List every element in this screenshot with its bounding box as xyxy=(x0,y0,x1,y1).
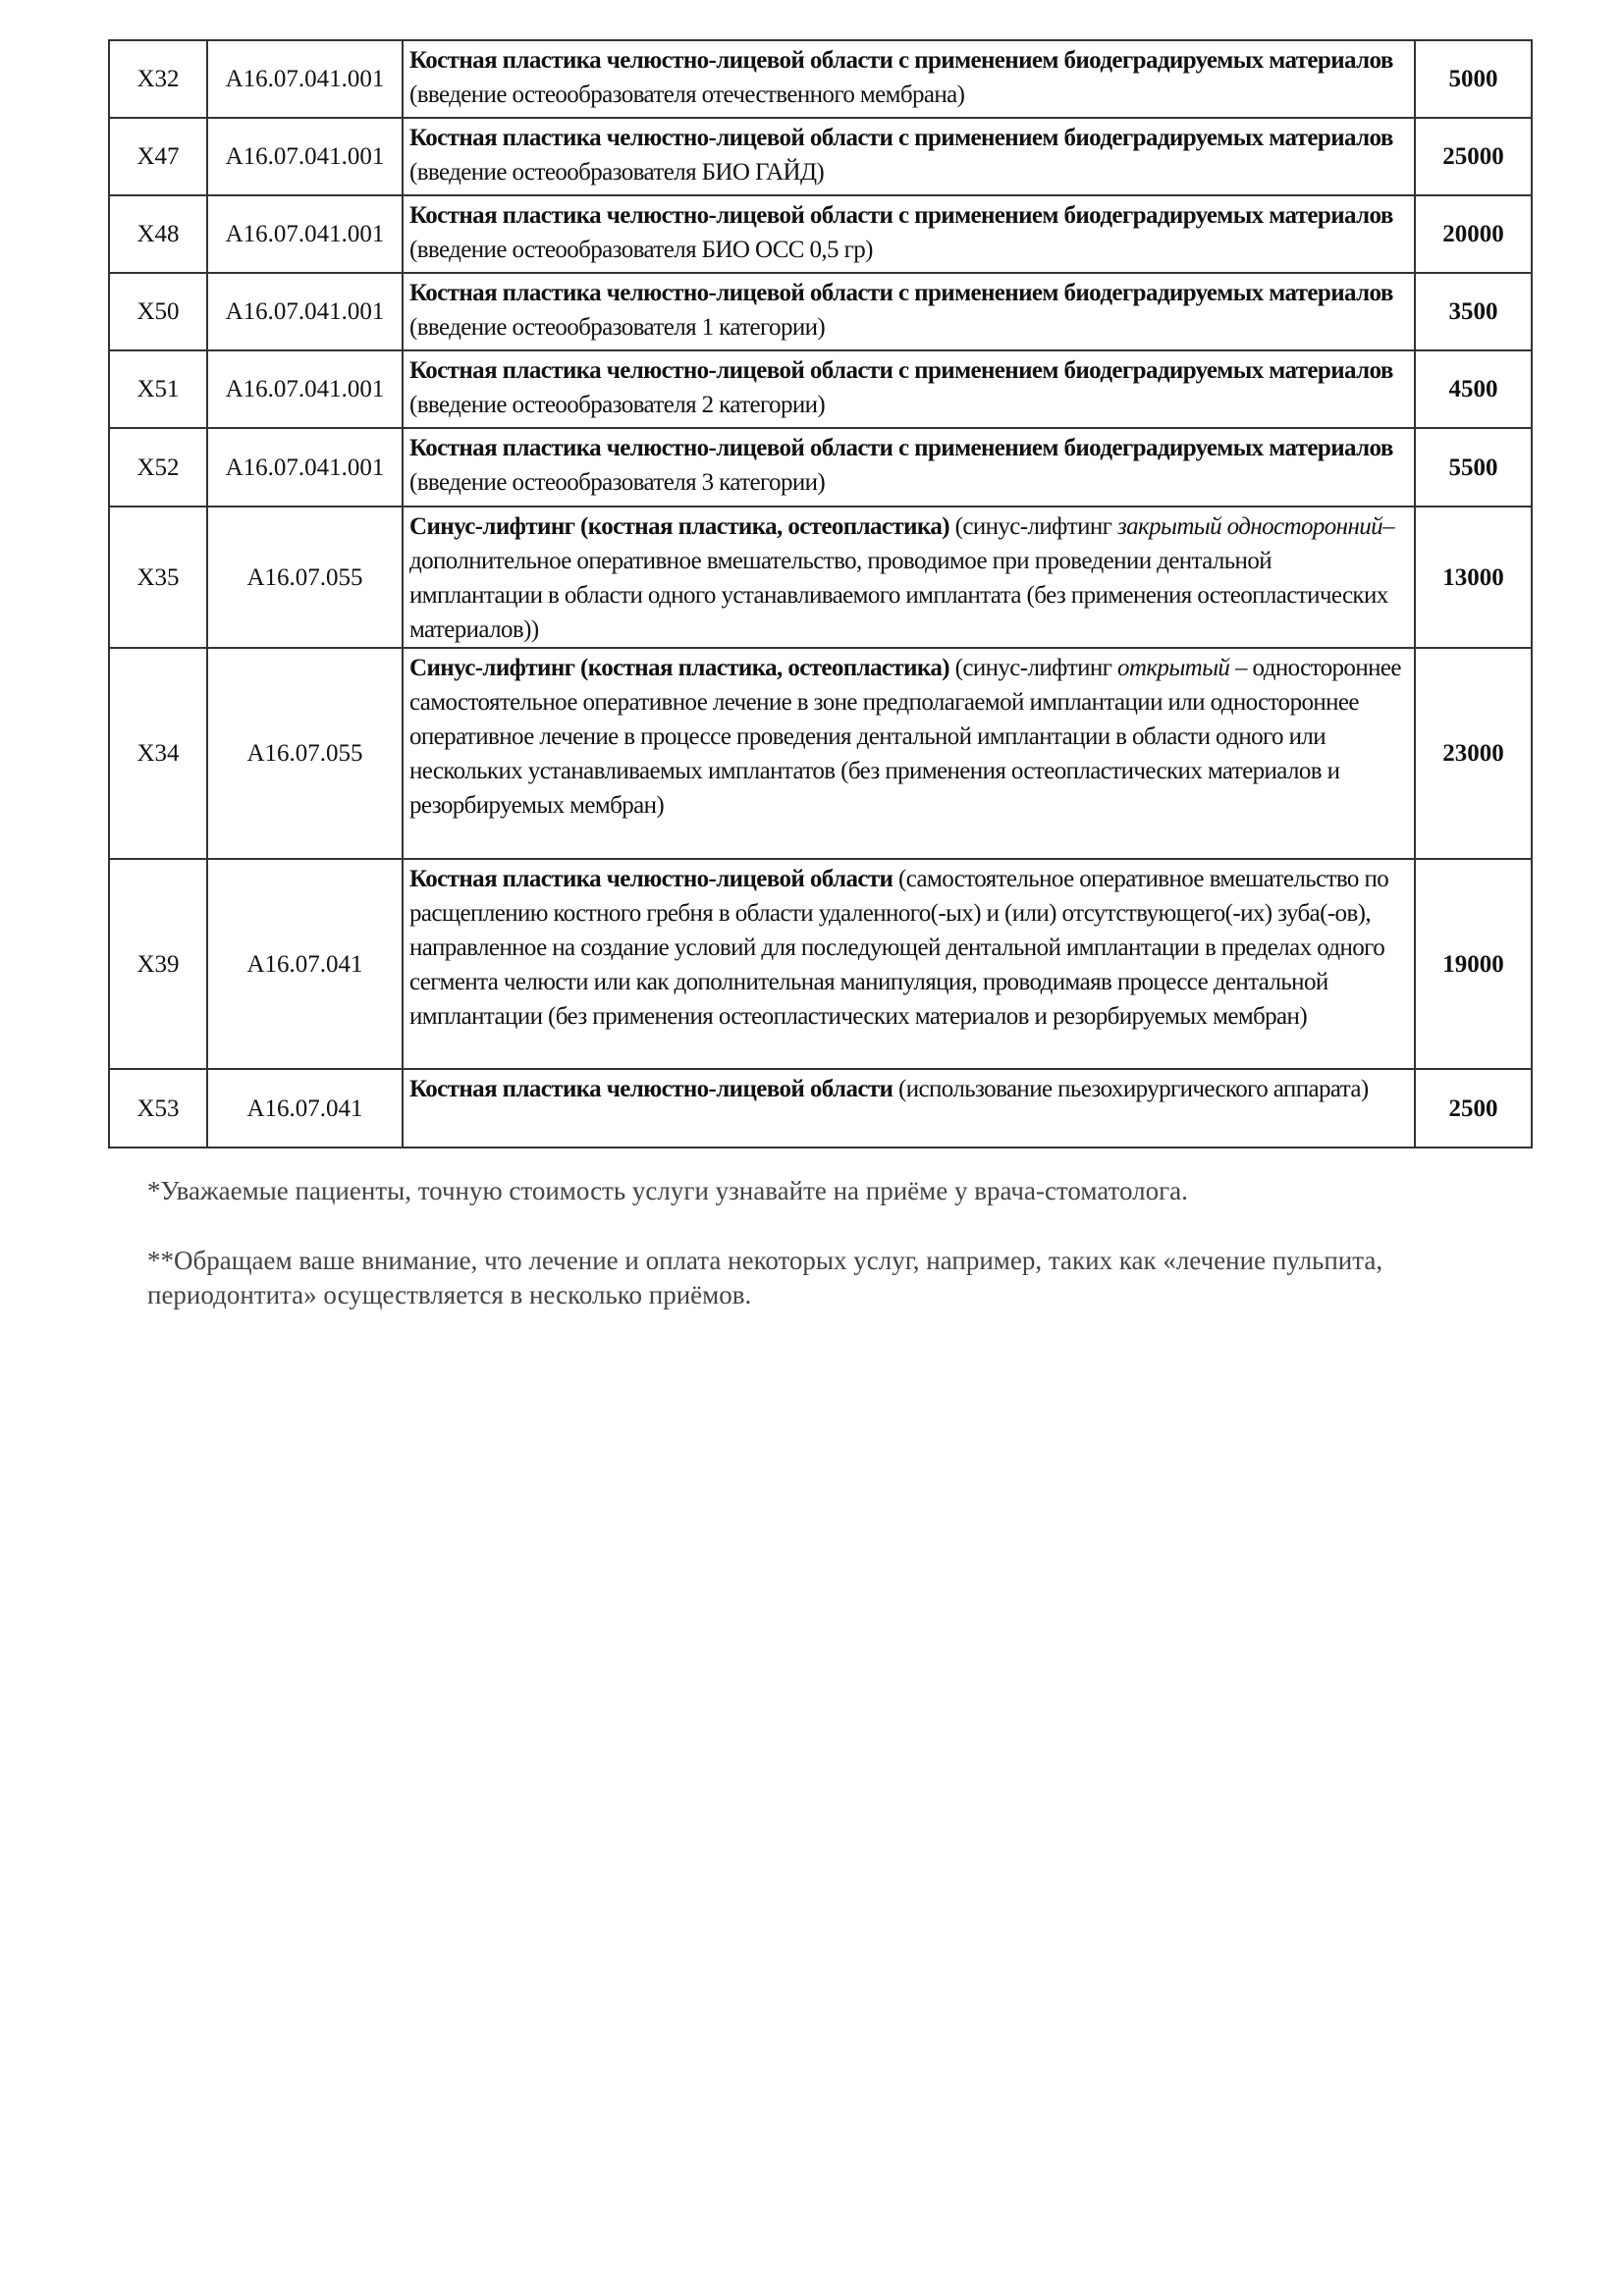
description-title: Костная пластика челюстно-лицевой области xyxy=(409,866,893,892)
service-price: 2500 xyxy=(1415,1069,1532,1148)
row-number: X47 xyxy=(109,118,207,195)
description-title: Костная пластика челюстно-лицевой области с применением биодеградируемых материалов xyxy=(409,202,1393,229)
service-description xyxy=(403,273,1415,350)
row-number: X48 xyxy=(109,195,207,273)
table-row xyxy=(109,1069,1532,1148)
service-description xyxy=(403,507,1415,648)
description-title: Костная пластика челюстно-лицевой области с применением биодеградируемых материалов xyxy=(409,435,1393,461)
description-title: Костная пластика челюстно-лицевой области с применением биодеградируемых материалов xyxy=(409,47,1393,74)
description-text: (синус-лифтинг xyxy=(948,513,1117,540)
table-row xyxy=(109,859,1532,1069)
service-description xyxy=(403,648,1415,859)
service-price: 20000 xyxy=(1415,195,1532,273)
row-number: X53 xyxy=(109,1069,207,1148)
note-multiple-visits: **Обращаем ваше внимание, что лечение и оплата некоторых услуг, например, таких как «лечение пульпита, периодонтита» осуществляется в несколько приёмов. xyxy=(147,1246,1383,1309)
service-description xyxy=(403,118,1415,195)
table-row xyxy=(109,40,1532,118)
table-row xyxy=(109,118,1532,195)
description-text: закрытый односторонний xyxy=(1116,513,1383,540)
row-number: X32 xyxy=(109,40,207,118)
service-code: A16.07.041.001 xyxy=(207,428,403,507)
service-code: A16.07.041.001 xyxy=(207,195,403,273)
description-text: открытый xyxy=(1116,655,1230,681)
description-text: (использование пьезохирургического аппарата) xyxy=(893,1076,1369,1102)
description-text: (введение остеообразователя 2 категории) xyxy=(409,392,826,418)
row-number: X34 xyxy=(109,648,207,859)
description-title: Синус-лифтинг (костная пластика, остеопластика) xyxy=(409,655,949,681)
service-code: A16.07.041.001 xyxy=(207,273,403,350)
table-row xyxy=(109,428,1532,507)
service-code: A16.07.041 xyxy=(207,859,403,1069)
service-price: 13000 xyxy=(1415,507,1532,648)
service-description xyxy=(403,350,1415,428)
service-price: 5500 xyxy=(1415,428,1532,507)
description-text: (введение остеообразователя БИО ОСС 0,5 гр) xyxy=(409,237,873,263)
service-description xyxy=(403,428,1415,507)
table-row xyxy=(109,350,1532,428)
description-text: – одностороннее самостоятельное оперативное лечение в зоне предполагаемой имплантации или одностороннее оперативное лечение в процессе проведения дентальной имплантации в области одного или нескольких устанавливаемых имплантатов (без применения остеопластических материалов и резорбируемых мембран) xyxy=(409,655,1401,819)
service-code: A16.07.041.001 xyxy=(207,40,403,118)
row-number: X50 xyxy=(109,273,207,350)
description-text: (введение остеообразователя 3 категории) xyxy=(409,469,826,496)
note-patients: *Уважаемые пациенты, точную стоимость услуги узнавайте на приёме у врача-стоматолога. xyxy=(147,1176,1188,1205)
table-row xyxy=(109,273,1532,350)
description-title: Костная пластика челюстно-лицевой области с применением биодеградируемых материалов xyxy=(409,280,1393,306)
price-table xyxy=(108,39,1533,1148)
row-number: X35 xyxy=(109,507,207,648)
service-price: 25000 xyxy=(1415,118,1532,195)
row-number: X52 xyxy=(109,428,207,507)
description-title: Костная пластика челюстно-лицевой области с применением биодеградируемых материалов xyxy=(409,357,1393,384)
service-code: A16.07.041.001 xyxy=(207,350,403,428)
service-code: A16.07.055 xyxy=(207,648,403,859)
table-row xyxy=(109,648,1532,859)
service-price: 3500 xyxy=(1415,273,1532,350)
service-description xyxy=(403,195,1415,273)
row-number: X39 xyxy=(109,859,207,1069)
row-number: X51 xyxy=(109,350,207,428)
service-code: A16.07.055 xyxy=(207,507,403,648)
service-description xyxy=(403,40,1415,118)
service-code: A16.07.041 xyxy=(207,1069,403,1148)
description-text: – дополнительное оперативное вмешательство, проводимое при проведении дентальной имплантации в области одного устанавливаемого имплантата (без применения остеопластических материалов)) xyxy=(409,513,1394,643)
description-text: (синус-лифтинг xyxy=(948,655,1117,681)
description-text: (введение остеообразователя 1 категории) xyxy=(409,314,826,341)
service-code: A16.07.041.001 xyxy=(207,118,403,195)
description-text: (введение остеообразователя отечественного мембрана) xyxy=(409,81,965,108)
notes xyxy=(147,1174,1502,1348)
service-description xyxy=(403,1069,1415,1148)
table-row xyxy=(109,507,1532,648)
description-text: (самостоятельное оперативное вмешательство по расщеплению костного гребня в области удаленного(-ых) и (или) отсутствующего(-их) зуба(-ов), направленное на создание условий для последующей дентальной имплантации в пределах одного сегмента челюсти или как дополнительная манипуляция, проводимаяв процессе дентальной имплантации (без применения остеопластических материалов и резорбируемых мембран) xyxy=(409,866,1389,1030)
service-price: 5000 xyxy=(1415,40,1532,118)
description-title: Синус-лифтинг (костная пластика, остеопластика) xyxy=(409,513,949,540)
description-text: (введение остеообразователя БИО ГАЙД) xyxy=(409,159,825,186)
service-description xyxy=(403,859,1415,1069)
description-title: Костная пластика челюстно-лицевой области с применением биодеградируемых материалов xyxy=(409,125,1393,151)
table-row xyxy=(109,195,1532,273)
service-price: 23000 xyxy=(1415,648,1532,859)
service-price: 19000 xyxy=(1415,859,1532,1069)
service-price: 4500 xyxy=(1415,350,1532,428)
description-title: Костная пластика челюстно-лицевой области xyxy=(409,1076,893,1102)
